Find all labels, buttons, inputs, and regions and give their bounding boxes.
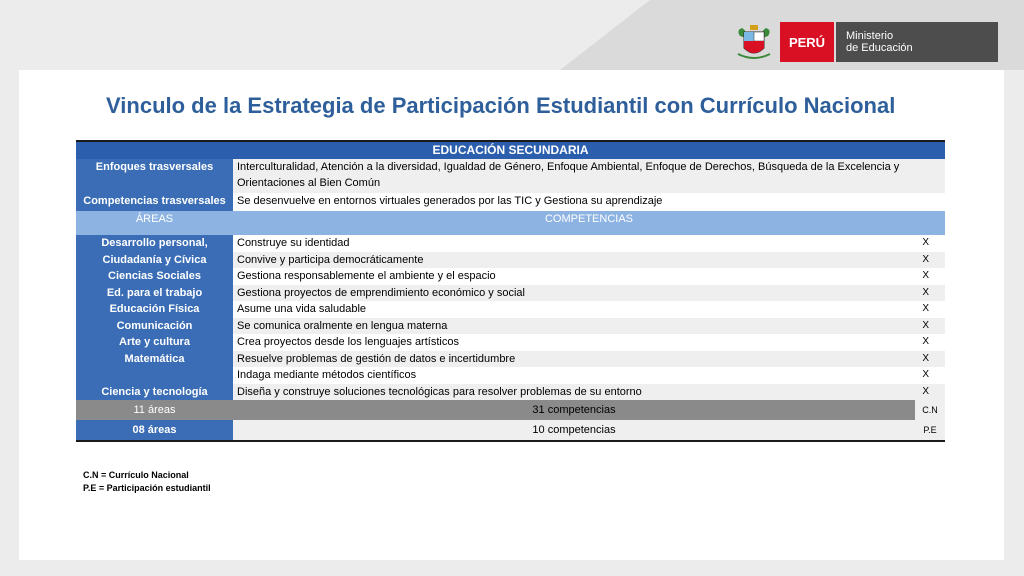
competencias-header: COMPETENCIAS: [233, 211, 945, 235]
summary-areas: 08 áreas: [76, 420, 233, 441]
competencia-cell: Gestiona responsablemente el ambiente y el espacio: [233, 268, 915, 285]
mark-cell: X: [915, 384, 945, 401]
competencia-cell: Resuelve problemas de gestión de datos e incertidumbre: [233, 351, 915, 368]
mark-cell: X: [915, 252, 945, 269]
area-cell: Ciencia y tecnología: [76, 384, 233, 401]
national-crest-icon: [734, 22, 774, 62]
enfoques-value: Interculturalidad, Atención a la diversidad, Igualdad de Género, Enfoque Ambiental, Enfoque de Derechos, Búsqueda de la Excelencia y Orientaciones al Bien Común: [233, 159, 945, 193]
table-row: [76, 301, 945, 318]
table-row: [76, 235, 945, 252]
mark-cell: X: [915, 318, 945, 335]
table-header: EDUCACIÓN SECUNDARIA: [76, 141, 945, 159]
table-row: [76, 384, 945, 401]
table-row: [76, 351, 945, 368]
table-row: [76, 252, 945, 269]
competencia-cell: Asume una vida saludable: [233, 301, 915, 318]
area-cell: Ed. para el trabajo: [76, 285, 233, 302]
mark-cell: X: [915, 285, 945, 302]
area-cell: Ciudadanía y Cívica: [76, 252, 233, 269]
table-row: [76, 334, 945, 351]
table-row: [76, 367, 945, 384]
summary-tag: C.N: [915, 400, 945, 420]
summary-row-cn: [76, 400, 945, 420]
area-cell: Comunicación: [76, 318, 233, 335]
table-row: [76, 285, 945, 302]
competencia-cell: Gestiona proyectos de emprendimiento económico y social: [233, 285, 915, 302]
area-cell: Educación Física: [76, 301, 233, 318]
competencia-cell: Diseña y construye soluciones tecnológicas para resolver problemas de su entorno: [233, 384, 915, 401]
legend-notes: [83, 469, 211, 495]
minedu-logo: [734, 21, 998, 63]
table-row: [76, 318, 945, 335]
area-cell: Ciencias Sociales: [76, 268, 233, 285]
enfoques-label: Enfoques trasversales: [76, 159, 233, 193]
area-cell: Arte y cultura: [76, 334, 233, 351]
ministry-label: [836, 22, 998, 62]
summary-areas: 11 áreas: [76, 400, 233, 420]
table-row: [76, 268, 945, 285]
competencias-trasv-value: Se desenvuelve en entornos virtuales generados por las TIC y Gestiona su aprendizaje: [233, 193, 945, 211]
mark-cell: X: [915, 301, 945, 318]
ministry-line1: Ministerio: [846, 30, 894, 42]
mark-cell: X: [915, 268, 945, 285]
competencia-cell: Indaga mediante métodos científicos: [233, 367, 915, 384]
competencia-cell: Construye su identidad: [233, 235, 915, 252]
competencias-trasv-label: Competencias trasversales: [76, 193, 233, 211]
area-cell: [76, 367, 233, 384]
note-pe: P.E = Participación estudiantil: [83, 483, 211, 493]
competencia-cell: Se comunica oralmente en lengua materna: [233, 318, 915, 335]
note-cn: C.N = Currículo Nacional: [83, 470, 189, 480]
areas-header: ÁREAS: [76, 211, 233, 235]
summary-competencias: 10 competencias: [233, 420, 915, 441]
mark-cell: X: [915, 334, 945, 351]
ministry-line2: de Educación: [846, 42, 913, 54]
peru-label: PERÚ: [780, 22, 834, 62]
summary-tag: P.E: [915, 420, 945, 441]
background-shape: [560, 0, 650, 70]
curriculum-table: [76, 140, 945, 442]
area-cell: Desarrollo personal,: [76, 235, 233, 252]
competencia-cell: Convive y participa democráticamente: [233, 252, 915, 269]
summary-row-pe: [76, 420, 945, 441]
mark-cell: X: [915, 367, 945, 384]
area-cell: Matemática: [76, 351, 233, 368]
summary-competencias: 31 competencias: [233, 400, 915, 420]
mark-cell: X: [915, 235, 945, 252]
page-title: Vinculo de la Estrategia de Participación Estudiantil con Currículo Nacional: [106, 93, 896, 118]
mark-cell: X: [915, 351, 945, 368]
competencia-cell: Crea proyectos desde los lenguajes artísticos: [233, 334, 915, 351]
